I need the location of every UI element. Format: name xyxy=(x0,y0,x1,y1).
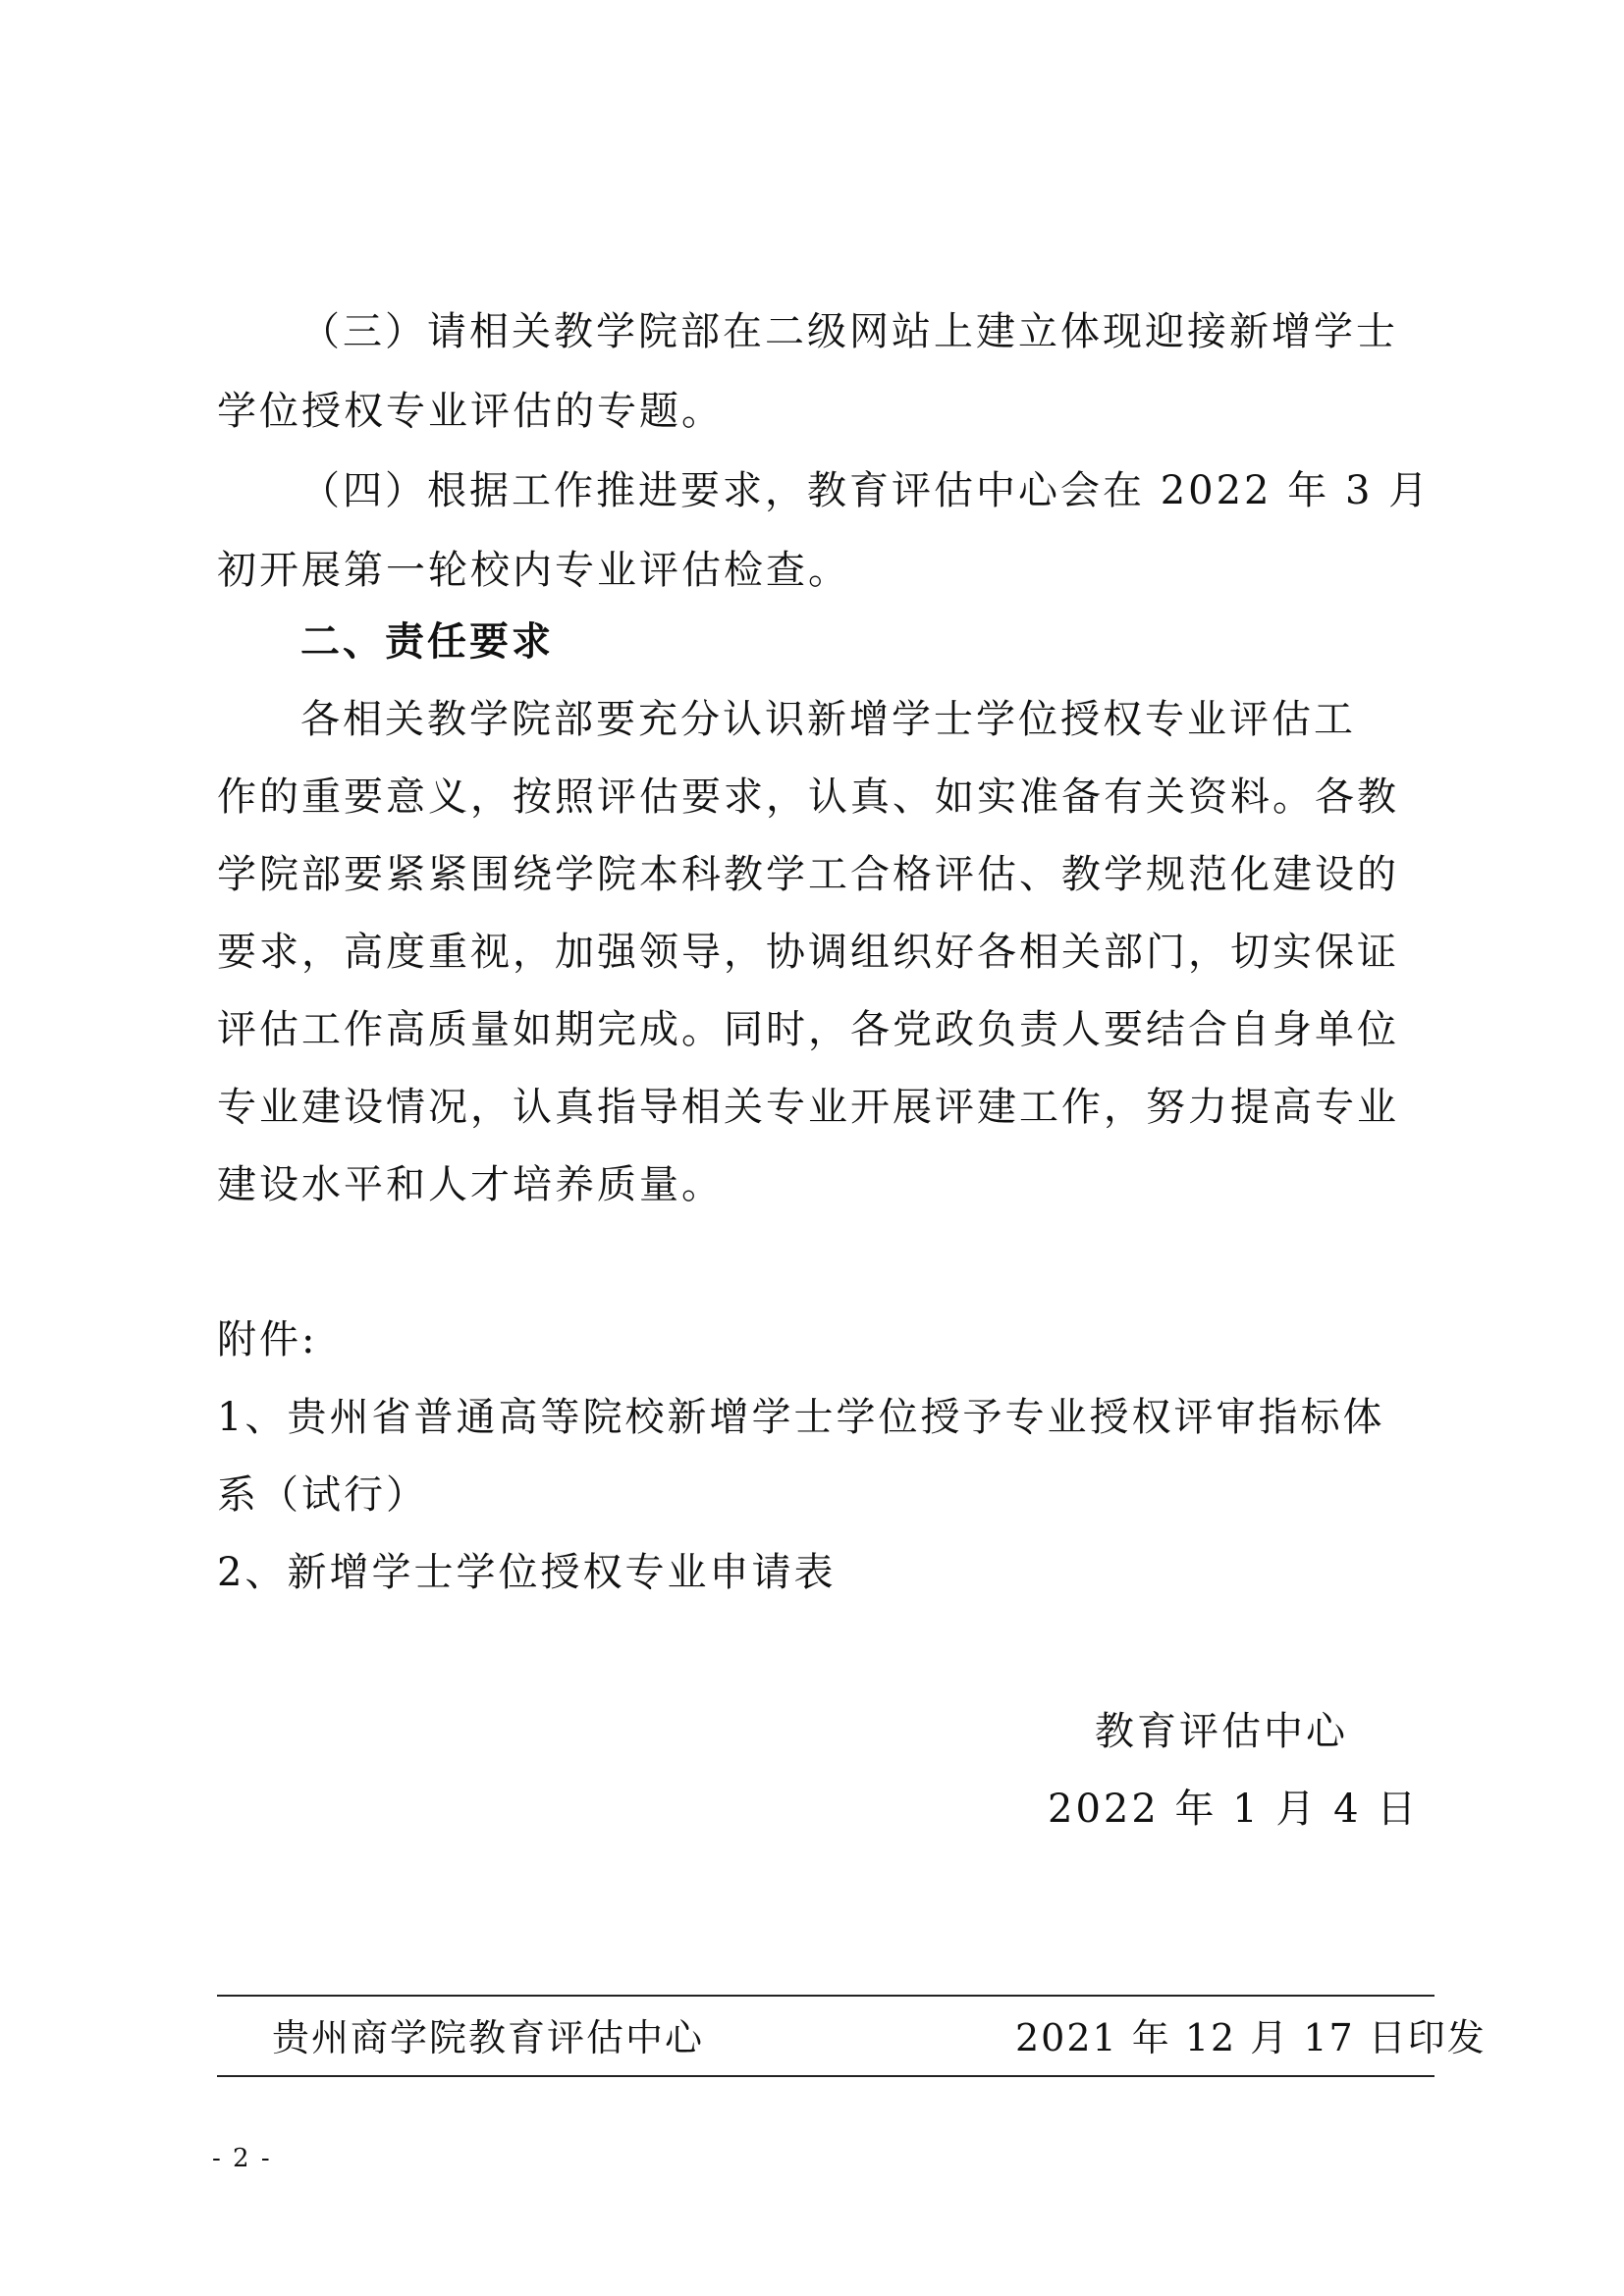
item-3-line-1: （三）请相关教学院部在二级网站上建立体现迎接新增学士 xyxy=(300,309,1398,354)
paragraph-line: 学院部要紧紧围绕学院本科教学工合格评估、教学规范化建设的 xyxy=(217,852,1399,897)
item-4-line-1: （四）根据工作推进要求，教育评估中心会在 2022 年 3 月 xyxy=(300,468,1432,513)
item-4-line-2: 初开展第一轮校内专业评估检查。 xyxy=(217,548,850,593)
section-heading: 二、责任要求 xyxy=(300,619,554,665)
attachment-2: 2、新增学士学位授权专业申请表 xyxy=(217,1550,837,1595)
attachment-1-line-1: 1、贵州省普通高等院校新增学士学位授予专业授权评审指标体 xyxy=(217,1395,1385,1440)
paragraph-line: 建设水平和人才培养质量。 xyxy=(217,1162,724,1207)
signature-date: 2022 年 1 月 4 日 xyxy=(1048,1787,1420,1832)
footer-issuer: 贵州商学院教育评估中心 xyxy=(272,2016,705,2059)
paragraph-line: 评估工作高质量如期完成。同时，各党政负责人要结合自身单位 xyxy=(217,1007,1399,1052)
footer-bottom-rule xyxy=(217,2075,1435,2077)
paragraph-line: 各相关教学院部要充分认识新增学士学位授权专业评估工 xyxy=(300,697,1356,742)
paragraph-line: 作的重要意义，按照评估要求，认真、如实准备有关资料。各教 xyxy=(217,774,1399,820)
item-3-line-2: 学位授权专业评估的专题。 xyxy=(217,389,724,434)
footer-top-rule xyxy=(217,1995,1435,1997)
paragraph-line: 要求，高度重视，加强领导，协调组织好各相关部门，切实保证 xyxy=(217,930,1399,975)
footer-issue-date: 2021 年 12 月 17 日印发 xyxy=(1015,2016,1487,2059)
attachments-label: 附件: xyxy=(217,1317,318,1362)
signature-org: 教育评估中心 xyxy=(1095,1709,1348,1754)
page-number: - 2 - xyxy=(212,2144,272,2173)
paragraph-line: 专业建设情况，认真指导相关专业开展评建工作，努力提高专业 xyxy=(217,1085,1399,1130)
attachment-1-line-2: 系（试行） xyxy=(217,1472,428,1518)
